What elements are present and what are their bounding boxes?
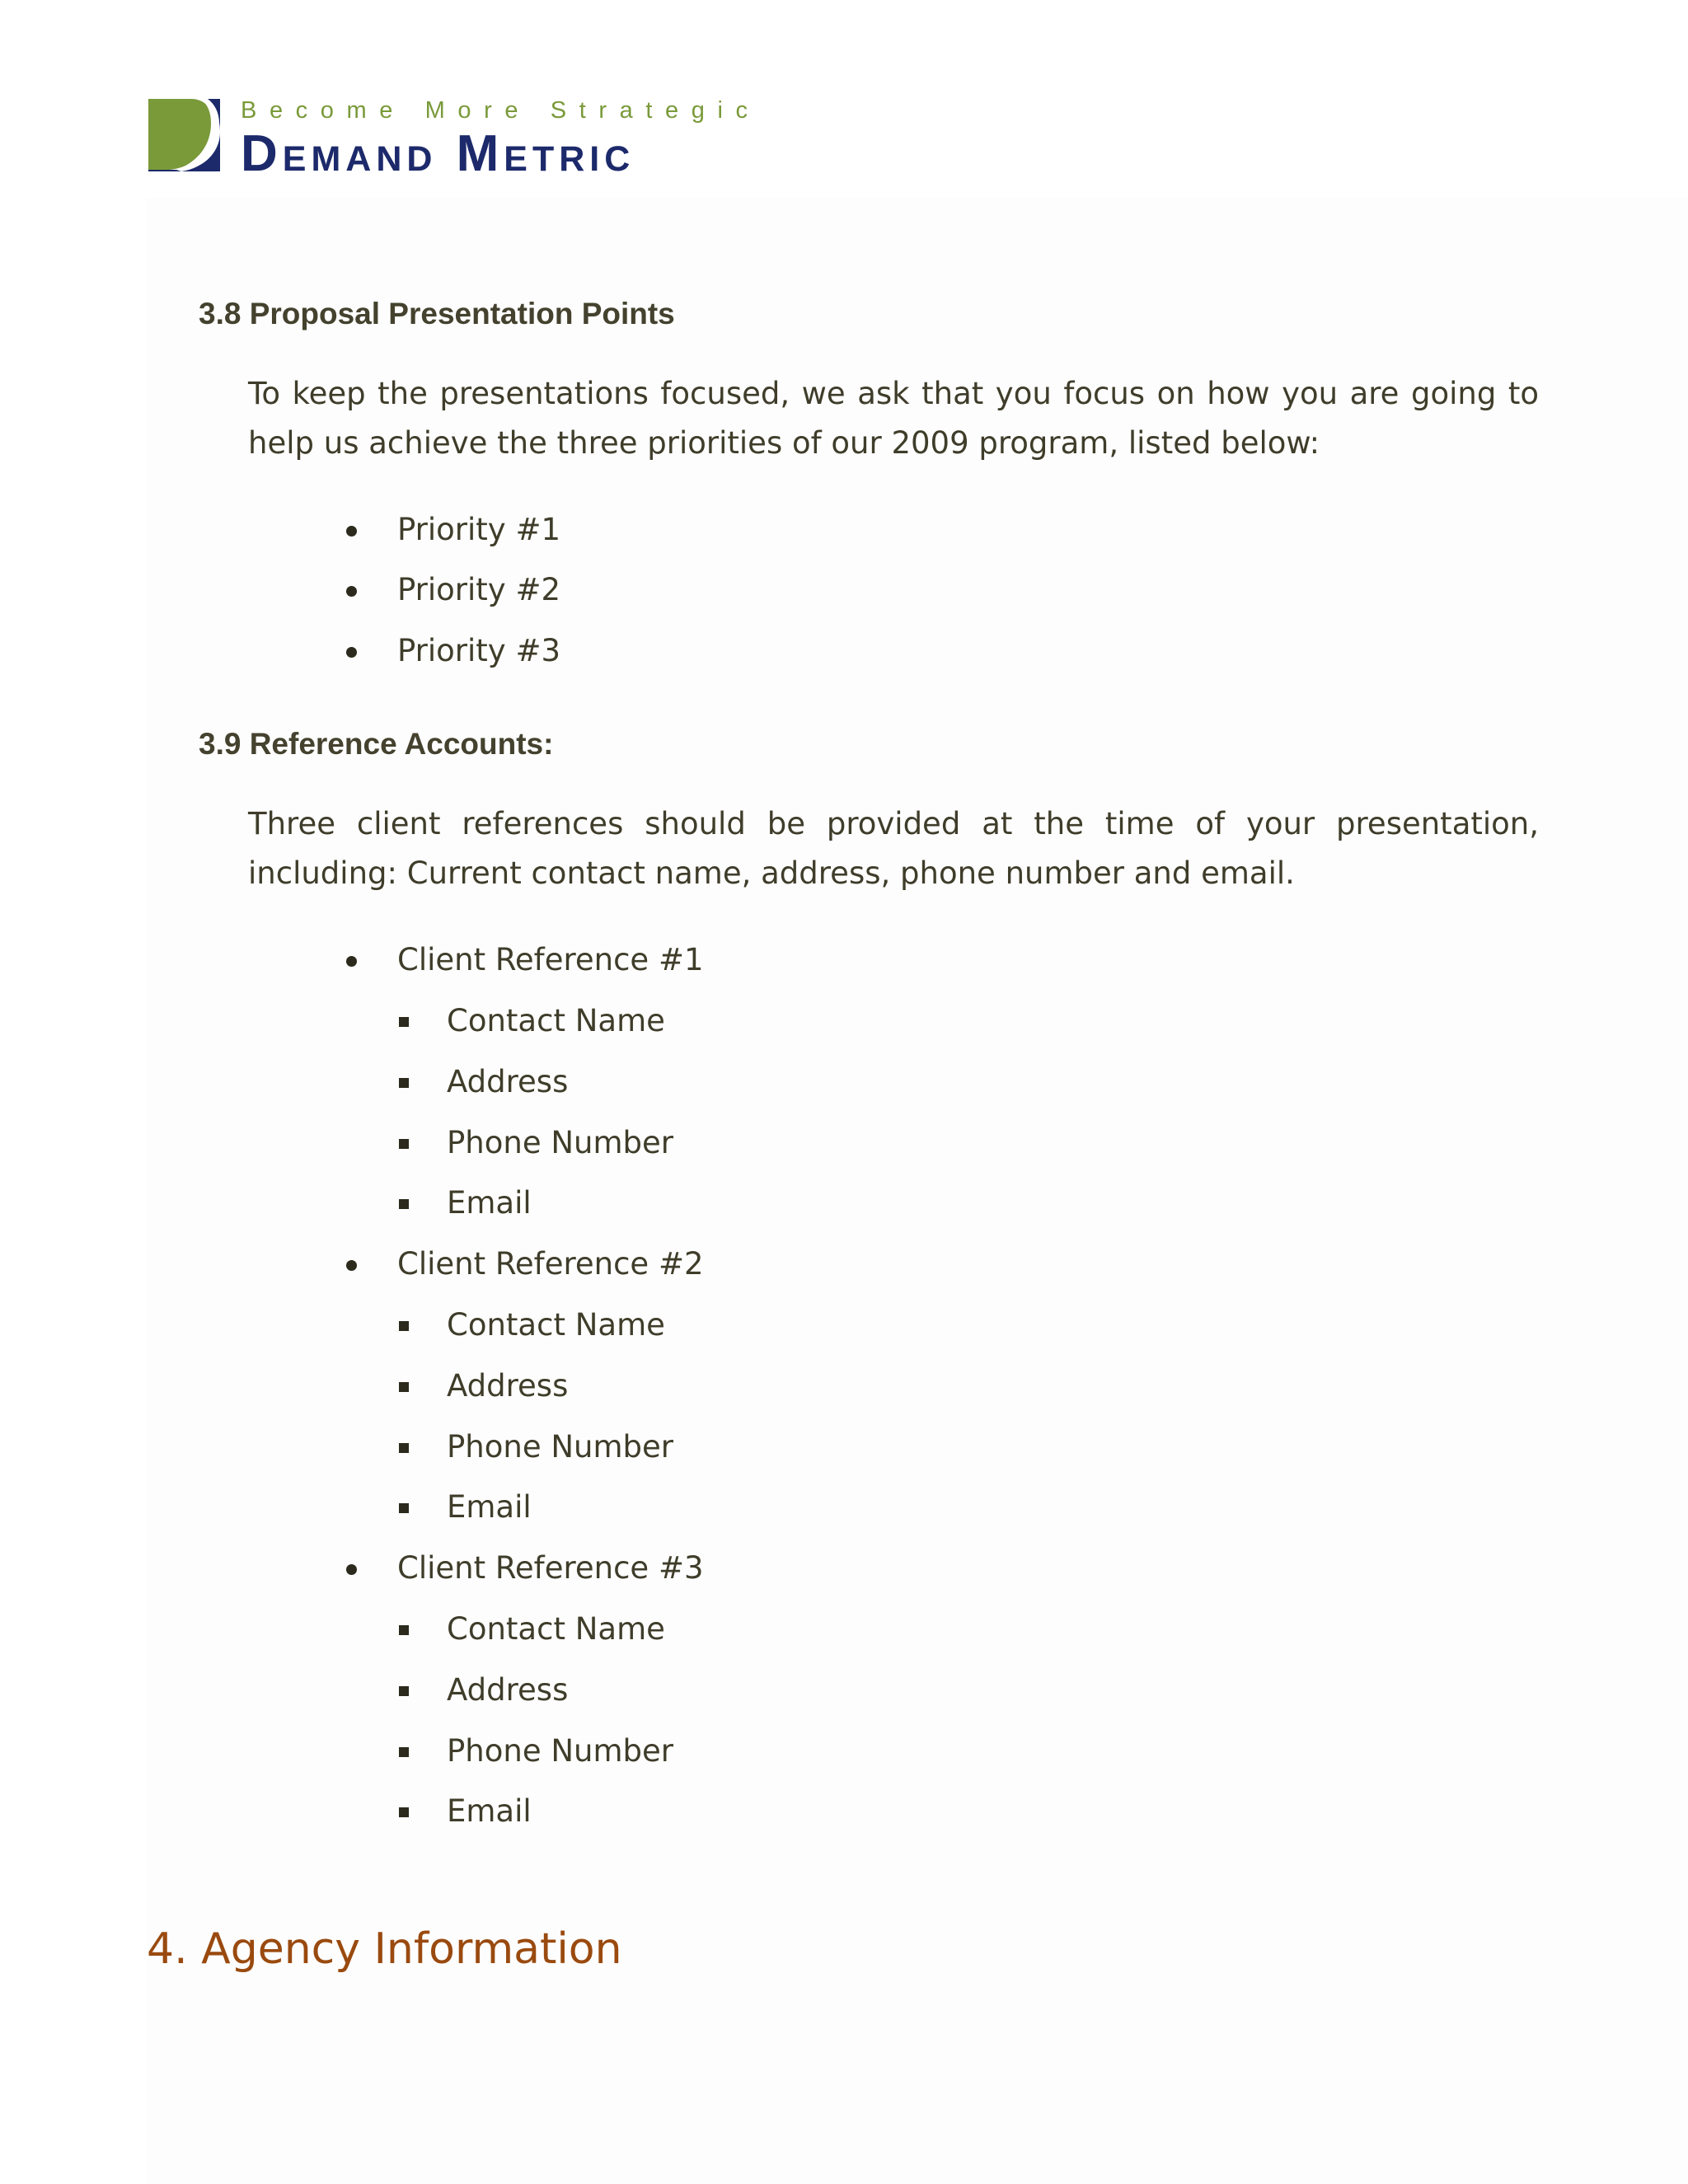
paragraph-line: help us achieve the three priorities of our 2009 program, listed below: (248, 425, 1320, 461)
square-bullet-icon (399, 1382, 409, 1392)
demand-metric-logo (148, 96, 808, 182)
list-item-label: Priority #3 (397, 633, 560, 668)
list-item-label: Client Reference #2 (397, 1246, 704, 1282)
square-bullet-icon (399, 1017, 409, 1027)
square-bullet-icon (399, 1321, 409, 1331)
sub-item-label: Phone Number (447, 1733, 674, 1769)
section-3-8-heading: 3.8 Proposal Presentation Points (199, 297, 675, 330)
section-3-9-heading: 3.9 Reference Accounts: (199, 727, 554, 761)
square-bullet-icon (399, 1199, 409, 1209)
section-3-8-paragraph (248, 369, 1539, 468)
sub-item-label: Email (447, 1793, 532, 1829)
square-bullet-icon (399, 1686, 409, 1696)
bullet-icon (346, 647, 357, 658)
square-bullet-icon (399, 1443, 409, 1453)
square-bullet-icon (399, 1747, 409, 1757)
square-bullet-icon (399, 1625, 409, 1635)
list-item-label: Priority #1 (397, 512, 560, 547)
paragraph-line: including: Current contact name, address, phone number and email. (248, 855, 1295, 891)
bullet-icon (346, 526, 357, 537)
sub-item-label: Address (447, 1064, 569, 1099)
paragraph-line: Three client references should be provided at the time of your presentation, (248, 806, 1539, 841)
sub-item-label: Contact Name (447, 1307, 665, 1343)
list-item-label: Priority #2 (397, 572, 560, 607)
square-bullet-icon (399, 1139, 409, 1149)
section-3-9-paragraph (248, 799, 1539, 898)
sub-item-label: Address (447, 1368, 569, 1404)
sub-item-label: Phone Number (447, 1125, 674, 1160)
bullet-icon (346, 1564, 357, 1575)
bullet-icon (346, 1260, 357, 1271)
sub-item-label: Email (447, 1489, 532, 1525)
logo-brand-name: Demand Metric (241, 125, 635, 182)
bullet-icon (346, 586, 357, 597)
sub-item-label: Contact Name (447, 1611, 665, 1647)
logo-tagline: Become More Strategic (241, 97, 761, 124)
section-4-heading: 4. Agency Information (147, 1924, 622, 1974)
sub-item-label: Contact Name (447, 1003, 665, 1038)
page-background (147, 198, 1688, 2184)
sub-item-label: Phone Number (447, 1429, 674, 1465)
sub-item-label: Address (447, 1672, 569, 1708)
square-bullet-icon (399, 1807, 409, 1817)
paragraph-line: To keep the presentations focused, we ask that you focus on how you are going to (248, 376, 1539, 411)
sub-item-label: Email (447, 1185, 532, 1221)
list-item-label: Client Reference #3 (397, 1550, 704, 1586)
square-bullet-icon (399, 1078, 409, 1088)
logo-mark-icon (148, 99, 220, 171)
list-item-label: Client Reference #1 (397, 942, 704, 977)
bullet-icon (346, 956, 357, 967)
square-bullet-icon (399, 1503, 409, 1513)
